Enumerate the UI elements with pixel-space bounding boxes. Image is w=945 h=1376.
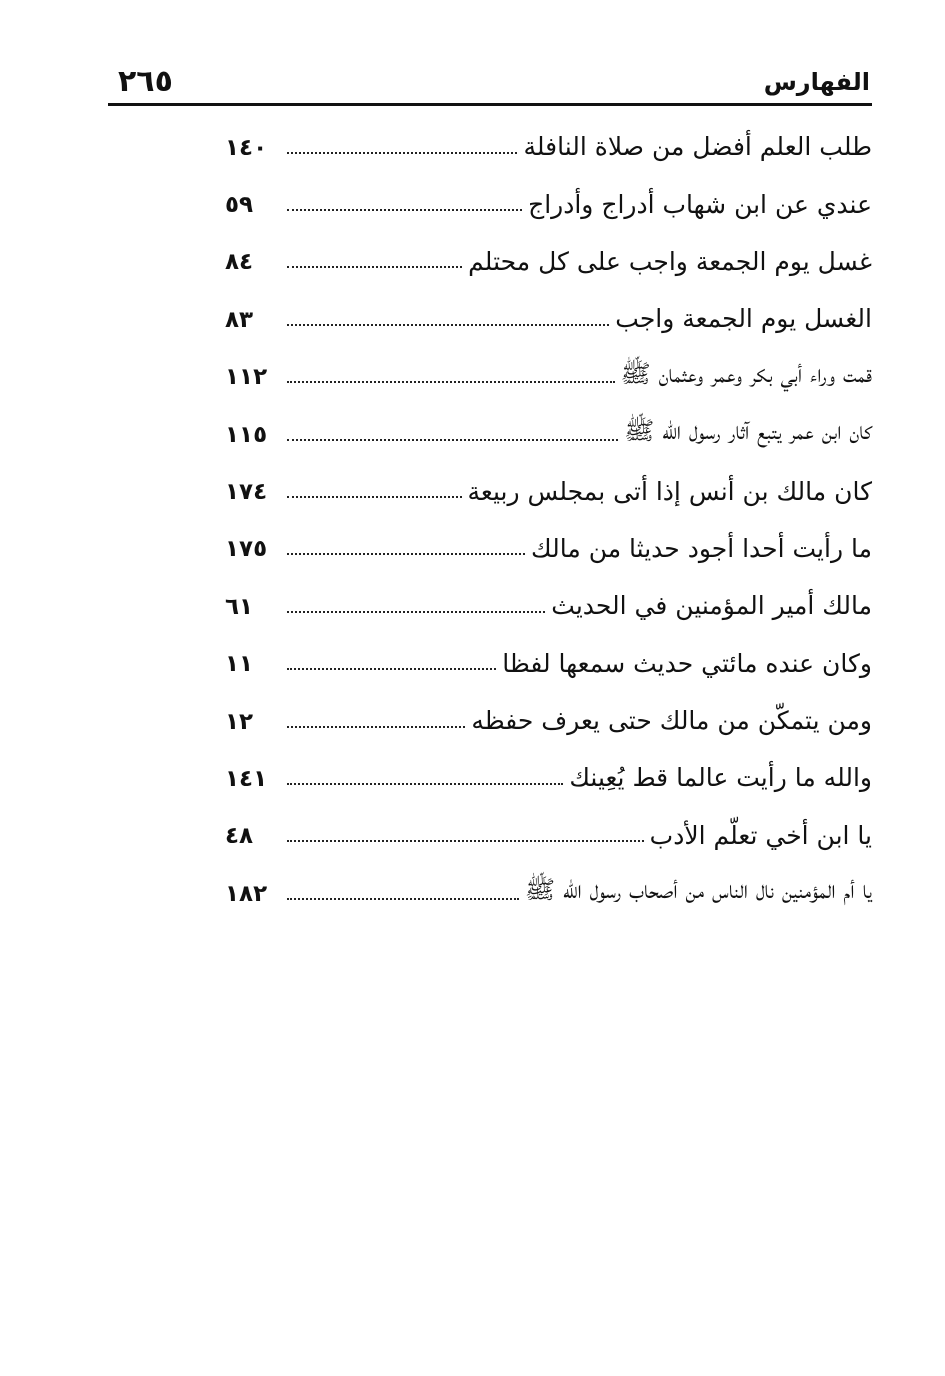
entry-text: الغسل يوم الجمعة واجب — [615, 304, 872, 334]
entry-text: كان مالك بن أنس إذا أتى بمجلس ربيعة — [467, 476, 872, 506]
entry-page-number: ١١٥ — [225, 421, 268, 448]
index-entry — [225, 692, 872, 749]
index-entry — [225, 635, 872, 692]
running-header — [108, 62, 870, 108]
entry-text: وكان عنده مائتي حديث سمعها لفظا — [502, 648, 872, 678]
index-entry — [225, 405, 872, 462]
page-number: ٢٦٥ — [118, 64, 173, 99]
entry-text: طلب العلم أفضل من صلاة النافلة — [523, 132, 872, 162]
entry-page-number: ٨٣ — [225, 306, 254, 333]
entry-text: مالك أمير المؤمنين في الحديث — [551, 591, 872, 621]
index-entry — [225, 864, 872, 921]
entry-text: يا أم المؤمنين نال الناس من أصحاب رسول الله ﷺ — [524, 875, 872, 905]
dot-leader — [287, 840, 644, 842]
dot-leader — [287, 381, 615, 383]
section-title: الفهارس — [763, 68, 870, 96]
dot-leader — [287, 439, 618, 441]
index-entry — [225, 290, 872, 347]
dot-leader — [287, 783, 563, 785]
entry-page-number: ١١٢ — [225, 364, 268, 391]
index-entry — [225, 577, 872, 634]
entry-text: عندي عن ابن شهاب أدراج وأدراج — [528, 189, 872, 219]
index-entry — [225, 175, 872, 232]
index-list — [225, 118, 872, 921]
entry-page-number: ٦١ — [225, 593, 254, 620]
dot-leader — [287, 209, 522, 211]
entry-text: غسل يوم الجمعة واجب على كل محتلم — [468, 246, 872, 276]
index-entry — [225, 233, 872, 290]
entry-text: يا ابن أخي تعلّم الأدب — [649, 820, 872, 850]
dot-leader — [287, 898, 519, 900]
dot-leader — [287, 611, 545, 613]
dot-leader — [287, 553, 525, 555]
entry-page-number: ١١ — [225, 651, 254, 678]
index-entry — [225, 807, 872, 864]
entry-page-number: ١٧٤ — [225, 479, 268, 506]
index-entry — [225, 520, 872, 577]
entry-page-number: ٥٩ — [225, 192, 254, 219]
entry-text: كان ابن عمر يتبع آثار رسول الله ﷺ — [624, 416, 872, 446]
dot-leader — [287, 496, 462, 498]
index-entry — [225, 462, 872, 519]
entry-page-number: ١٧٥ — [225, 536, 268, 563]
dot-leader — [287, 668, 496, 670]
entry-page-number: ٨٤ — [225, 249, 254, 276]
entry-page-number: ١٨٢ — [225, 880, 268, 907]
index-entry — [225, 348, 872, 405]
entry-text: ما رأيت أحدا أجود حديثا من مالك — [531, 533, 872, 563]
header-rule — [108, 103, 872, 106]
dot-leader — [287, 324, 609, 326]
index-entry — [225, 749, 872, 806]
entry-text: ومن يتمكّن من مالك حتى يعرف حفظه — [471, 706, 872, 736]
dot-leader — [287, 726, 465, 728]
dot-leader — [287, 152, 517, 154]
entry-page-number: ١٢ — [225, 708, 254, 735]
entry-page-number: ١٤٠ — [225, 134, 268, 161]
entry-page-number: ١٤١ — [225, 765, 268, 792]
entry-page-number: ٤٨ — [225, 823, 254, 850]
entry-text: قمت وراء أبي بكر وعمر وعثمان ﷺ — [620, 358, 872, 388]
entry-text: والله ما رأيت عالما قط يُعِينك — [569, 763, 872, 793]
dot-leader — [287, 266, 462, 268]
index-entry — [225, 118, 872, 175]
